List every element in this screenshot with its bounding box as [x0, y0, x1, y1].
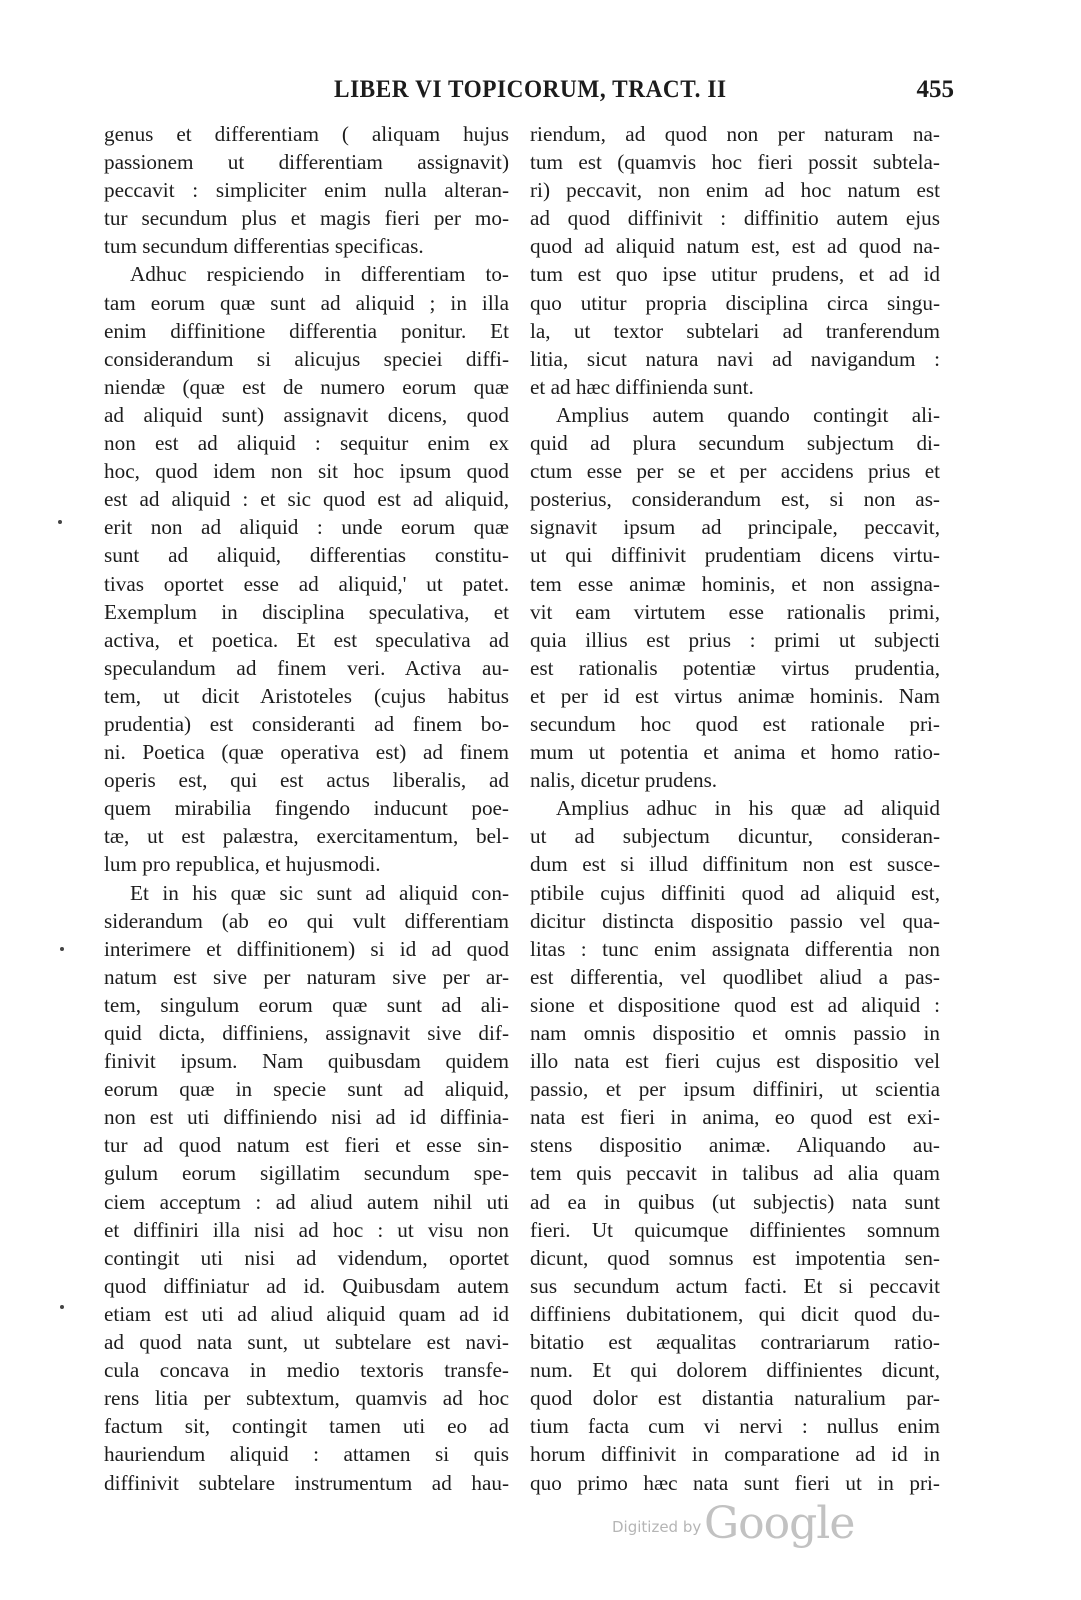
- text-line: stens dispositio animæ. Aliquando au-: [530, 1133, 940, 1158]
- text-line: Amplius autem quando contingit ali-: [556, 402, 940, 427]
- text-line: quid dicta, diffiniens, assignavit sive dif-: [104, 1021, 509, 1045]
- text-line: quo primo hæc nata sunt fieri ut in pri-: [530, 1470, 940, 1495]
- text-line: tur ad quod natum est fieri et esse sin-: [104, 1133, 509, 1158]
- text-line: fieri. Ut quicumque diffinientes somnum: [530, 1217, 940, 1242]
- text-line: nam omnis dispositio et omnis passio in: [530, 1021, 940, 1045]
- text-line: tem quis peccavit in talibus ad alia quam: [530, 1161, 940, 1186]
- text-line: eorum quæ in specie sunt ad aliquid,: [104, 1077, 509, 1102]
- text-line: Et in his quæ sic sunt ad aliquid con-: [130, 880, 509, 905]
- text-line: tem, singulum eorum quæ sunt ad ali-: [104, 992, 509, 1017]
- text-line: riendum, ad quod non per naturam na-: [530, 122, 940, 146]
- text-line: speculandum ad finem veri. Activa au-: [104, 655, 509, 680]
- text-line: dicunt, quod somnus est impotentia sen-: [530, 1245, 940, 1270]
- text-line: hoc, quod idem non sit hoc ipsum quod: [104, 459, 509, 484]
- text-line: passionem ut differentiam assignavit): [104, 150, 509, 175]
- text-line: hauriendum aliquid : attamen si quis: [104, 1442, 509, 1467]
- text-line: mum ut potentia et anima et homo ratio-: [530, 740, 940, 765]
- text-line: Amplius adhuc in his quæ ad aliquid: [556, 796, 940, 821]
- text-line: prudentia) est consideranti ad finem bo-: [104, 711, 509, 736]
- text-line: tem, ut dicit Aristoteles (cujus habitus: [104, 683, 509, 708]
- text-line: diffinivit subtelare instrumentum ad hau-: [104, 1470, 509, 1495]
- text-line: tium facta cum vi nervi : nullus enim: [530, 1414, 940, 1439]
- text-line: siderandum (ab eo qui vult differentiam: [104, 908, 509, 933]
- text-line: illo nata est fieri cujus est dispositio vel: [530, 1049, 940, 1074]
- text-line: et diffiniri illa nisi ad hoc : ut visu non: [104, 1217, 509, 1242]
- text-line: est rationalis potentiæ virtus prudentia,: [530, 655, 940, 680]
- text-line: sunt ad aliquid, differentias constitu-: [104, 543, 509, 568]
- text-line: ciem acceptum : ad aliud autem nihil uti: [104, 1189, 509, 1214]
- text-line: quo utitur propria disciplina circa singu-: [530, 290, 940, 315]
- text-line: ctum esse per se et per accidens prius et: [530, 459, 940, 484]
- text-line: gulum eorum sigillatim secundum spe-: [104, 1161, 509, 1186]
- text-line: ri) peccavit, non enim ad hoc natum est: [530, 178, 940, 203]
- text-line: num. Et qui dolorem diffinientes dicunt,: [530, 1358, 940, 1383]
- text-line: tur secundum plus et magis fieri per mo-: [104, 206, 509, 231]
- text-line: ad aliquid sunt) assignavit dicens, quod: [104, 402, 509, 427]
- text-line: tum est quo ipse utitur prudens, et ad id: [530, 262, 940, 287]
- text-line: tivas oportet esse ad aliquid,' ut patet.: [104, 571, 509, 596]
- text-line: genus et differentiam ( aliquam hujus: [104, 122, 509, 146]
- text-line: non est ad aliquid : sequitur enim ex: [104, 431, 509, 456]
- text-line: tum est (quamvis hoc fieri possit subtela-: [530, 150, 940, 175]
- text-line: finivit ipsum. Nam quibusdam quidem: [104, 1049, 509, 1074]
- text-line: est ad aliquid : et sic quod est ad aliquid,: [104, 487, 509, 512]
- text-line: niendæ (quæ est de numero eorum quæ: [104, 374, 509, 399]
- text-line: Adhuc respiciendo in differentiam to-: [130, 262, 509, 287]
- text-line: litia, sicut natura navi ad navigandum :: [530, 346, 940, 371]
- text-line: enim diffinitione differentia ponitur. Et: [104, 318, 509, 343]
- text-line: interimere et diffinitionem) si id ad quod: [104, 936, 509, 961]
- running-title: LIBER VI TOPICORUM, TRACT. II: [334, 76, 727, 103]
- text-line: tem esse animæ hominis, et non assigna-: [530, 571, 940, 596]
- text-line: quod ad aliquid natum est, est ad quod na-: [530, 234, 940, 259]
- text-line: contingit uti nisi ad videndum, oportet: [104, 1245, 509, 1270]
- text-line: considerandum si alicujus speciei diffi-: [104, 346, 509, 371]
- text-line: sione et dispositione quod est ad aliquid :: [530, 992, 940, 1017]
- text-line: posterius, considerandum est, si non as-: [530, 487, 940, 512]
- text-line: ni. Poetica (quæ operativa est) ad finem: [104, 740, 509, 765]
- text-line: quid ad plura secundum subjectum di-: [530, 431, 940, 456]
- text-line: natum est sive per naturam sive per ar-: [104, 964, 509, 989]
- text-line: ptibile cujus diffiniti quod ad aliquid est,: [530, 880, 940, 905]
- text-line: tæ, ut est palæstra, exercitamentum, bel-: [104, 824, 509, 849]
- text-line: tum secundum differentias specificas.: [104, 234, 424, 259]
- text-line: activa, et poetica. Et est speculativa ad: [104, 627, 509, 652]
- text-line: etiam est uti ad aliud aliquid quam ad id: [104, 1301, 509, 1326]
- text-line: quod diffiniatur ad id. Quibusdam autem: [104, 1273, 509, 1298]
- text-line: factum sit, contingit tamen uti eo ad: [104, 1414, 509, 1439]
- left-text-column: [104, 120, 509, 1497]
- text-line: nata est fieri in anima, eo quod est exi-: [530, 1105, 940, 1130]
- text-line: est differentia, vel quodlibet aliud a pas-: [530, 964, 940, 989]
- text-line: ad quod diffinivit : diffinitio autem ejus: [530, 206, 940, 231]
- text-line: litas : tunc enim assignata differentia non: [530, 936, 940, 961]
- text-line: peccavit : simpliciter enim nulla alteran-: [104, 178, 509, 203]
- right-text-column: [530, 120, 940, 1497]
- text-line: signavit ipsum ad principale, peccavit,: [530, 515, 940, 540]
- text-line: non est uti diffiniendo nisi ad id diffinia-: [104, 1105, 509, 1130]
- text-line: la, ut textor subtelari ad tranferendum: [530, 318, 940, 343]
- text-line: ut qui diffinivit prudentiam dicens virtu-: [530, 543, 940, 568]
- text-line: et per id est virtus animæ hominis. Nam: [530, 683, 940, 708]
- text-line: dum est si illud diffinitum non est susce-: [530, 852, 940, 877]
- watermark-prefix: Digitized by: [612, 1518, 702, 1536]
- text-line: erit non ad aliquid : unde eorum quæ: [104, 515, 509, 540]
- margin-speck: [58, 520, 62, 524]
- google-logo: Google: [704, 1498, 855, 1549]
- text-line: vit eam virtutem esse rationalis primi,: [530, 599, 940, 624]
- text-line: cula concava in medio textoris transfe-: [104, 1358, 509, 1383]
- text-line: ut ad subjectum dicuntur, consideran-: [530, 824, 940, 849]
- text-line: secundum hoc quod est rationale pri-: [530, 711, 940, 736]
- margin-speck: [60, 947, 64, 951]
- text-line: horum diffinivit in comparatione ad id in: [530, 1442, 940, 1467]
- text-line: lum pro republica, et hujusmodi.: [104, 852, 381, 877]
- text-line: et ad hæc diffinienda sunt.: [530, 374, 754, 399]
- text-line: dicitur distincta dispositio passio vel qua-: [530, 908, 940, 933]
- margin-speck: [60, 1305, 64, 1309]
- digitized-watermark: [612, 1500, 872, 1550]
- text-line: diffiniens dubitationem, qui dicit quod du-: [530, 1301, 940, 1326]
- text-line: quia illius est prius : primi ut subjecti: [530, 627, 940, 652]
- text-line: sus secundum actum facti. Et si peccavit: [530, 1273, 940, 1298]
- text-line: ad ea in quibus (ut subjectis) nata sunt: [530, 1189, 940, 1214]
- text-line: operis est, qui est actus liberalis, ad: [104, 768, 509, 793]
- text-line: tam eorum quæ sunt ad aliquid ; in illa: [104, 290, 509, 315]
- text-line: Exemplum in disciplina speculativa, et: [104, 599, 509, 624]
- text-line: quem mirabilia fingendo inducunt poe-: [104, 796, 509, 821]
- text-line: nalis, dicetur prudens.: [530, 768, 718, 793]
- text-line: passio, et per ipsum diffiniri, ut scientia: [530, 1077, 940, 1102]
- page-number: 455: [916, 76, 954, 103]
- text-line: quod dolor est distantia naturalium par-: [530, 1386, 940, 1411]
- text-line: rens litia per subtextum, quamvis ad hoc: [104, 1386, 509, 1411]
- text-line: ad quod nata sunt, ut subtelare est navi-: [104, 1330, 509, 1355]
- running-head: [104, 70, 954, 110]
- text-line: bitatio est æqualitas contrariarum ratio-: [530, 1330, 940, 1355]
